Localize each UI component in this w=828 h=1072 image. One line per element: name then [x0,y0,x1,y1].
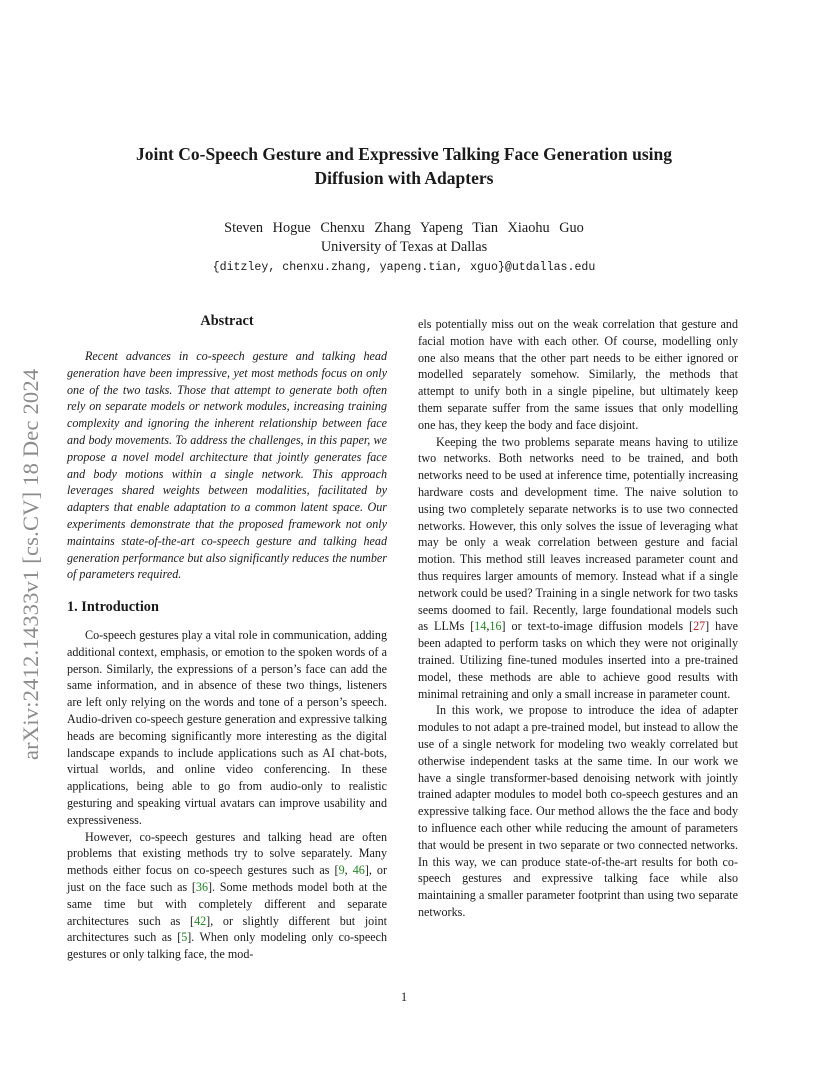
text-run: ]. Some methods model both at the same time but with completely different and separate architectures such as [ [67,879,387,928]
right-paragraph-2 [418,434,738,703]
citation-link[interactable]: 5 [181,930,188,945]
abstract-text: Recent advances in co-speech gesture and talking head generation have been impressive, yet most methods focus on only one of the two tasks. Those that attempt to generate both often rely on separate models or network modules, increasing training complexity and ignoring the inherent relationship between face and body movements. To address the challenges, in this paper, we propose a novel model architecture that jointly generates face and body motions within a single network. This approach leverages shared weights between modalities, facilitated by adapters that enable adaptation to a common latent space. Our experiments demonstrate that the proposed framework not only maintains state-of-the-art co-speech gesture and talking head generation performance but also significantly reduces the number of parameters required. [67,349,387,582]
abstract-heading: Abstract [200,313,254,329]
text-run: ] or text-to-image diffusion models [ [501,619,694,634]
citation-link[interactable]: 9 [338,863,345,878]
author-list: Steven Hogue Chenxu Zhang Yapeng Tian Xiaohu Guo [224,220,584,236]
right-paragraph-1: els potentially miss out on the weak correlation that gesture and facial motion have with each other. Of course, modelling only one also means that the other part needs to be either ignored or modelled separately somehow. Similarly, the methods that attempt to unify both in a single pipeline, but ultimately keep them separate suffer from the same issues that only modelling one has, they keep the body and face disjoint. [418,317,738,432]
affiliation: University of Texas at Dallas [320,239,488,255]
text-run: ], or slightly different but joint architectures such as [ [67,913,387,945]
text-run: ]. When only modeling only co-speech gestures or only talking face, the mod- [67,930,387,962]
arxiv-side-stamp: arXiv:2412.14333v1 [cs.CV] 18 Dec 2024 [18,368,43,760]
right-column [418,316,738,921]
intro-paragraph-2 [67,829,387,963]
citation-link[interactable]: 36 [195,879,209,894]
text-run: Keeping the two problems separate means having to utilize two networks. Both networks need to be trained, and both networks need to be used at inference time, potentially increasing hardware costs and development time. The naive solution to using two completely separate networks is to use two connected networks. However, this only solves the issue of leveraging what may be only a weak correlation between gesture and facial motion. This method still leaves increased parameter count and thus requires larger amounts of memory. Instead what if a single network could be used? Training in a single network for two tasks seems doomed to fail. Recently, large foundational models such as LLMs [ [418,434,738,634]
paper-title [60,142,748,190]
text-run: , [486,619,490,634]
citation-link[interactable]: 46 [352,863,365,878]
citation-link[interactable]: 16 [489,619,502,634]
citation-link[interactable]: 14 [474,619,487,634]
text-run: , [344,863,353,878]
author-emails: {ditzley, chenxu.zhang, yapeng.tian, xguo}@utdallas.edu [212,261,596,274]
right-paragraph-3: In this work, we propose to introduce the idea of adapter modules to not adapt a pre-trained model, but instead to allow the use of a single network for modeling two weakly correlated but otherwise independent tasks at the same time. In our work we have a single transformer-based denoising network with jointly trained adapter modules to model both co-speech gestures and an expressive talking face. Our method allows the the face and body to influence each other while reducing the amount of parameters that would be present in two separate or two connected networks. In this way, we can produce state-of-the-art results for both co-speech gestures and expressive talking face while also maintaining a smaller parameter footprint than using two separate networks. [418,703,738,919]
text-run: However, co-speech gestures and talking head are often problems that existing methods try to solve separately. Many methods either focus on co-speech gestures such as [ [67,829,387,878]
text-run: ] have been adapted to perform tasks on which they were not originally trained. Utilizing fine-tuned modules inserted into a pre-trained model, these methods are able to achieve good results with minimal retraining and only a small increase in parameter count. [418,619,738,701]
citation-link[interactable]: 27 [693,619,706,634]
page-number: 1 [400,990,408,1004]
text-run: ], or just on the face such as [ [67,863,388,894]
intro-paragraph-1: Co-speech gestures play a vital role in communication, adding additional context, emphasis, or emotion to the spoken words of a person. Similarly, the expressions of a person’s face can add the same information, and in absence of these two things, listeners are left only relying on the words and tone of a person’s speech. Audio-driven co-speech gesture generation and expressive talking heads are becoming significantly more interesting as the digital landscape expands to include applications such as AI chat-bots, virtual worlds, and online video conferencing. In these applications, being able to go from audio-only to realistic gesturing and speaking virtual avatars can improve usability and expressiveness. [67,628,387,827]
introduction-left-column [67,627,387,963]
paper-title-line-1: Joint Co-Speech Gesture and Expressive Talking Face Generation using [135,144,673,164]
citation-link[interactable]: 42 [194,913,207,928]
paper-title-line-2: Diffusion with Adapters [314,168,494,188]
introduction-heading: 1. Introduction [67,599,159,615]
